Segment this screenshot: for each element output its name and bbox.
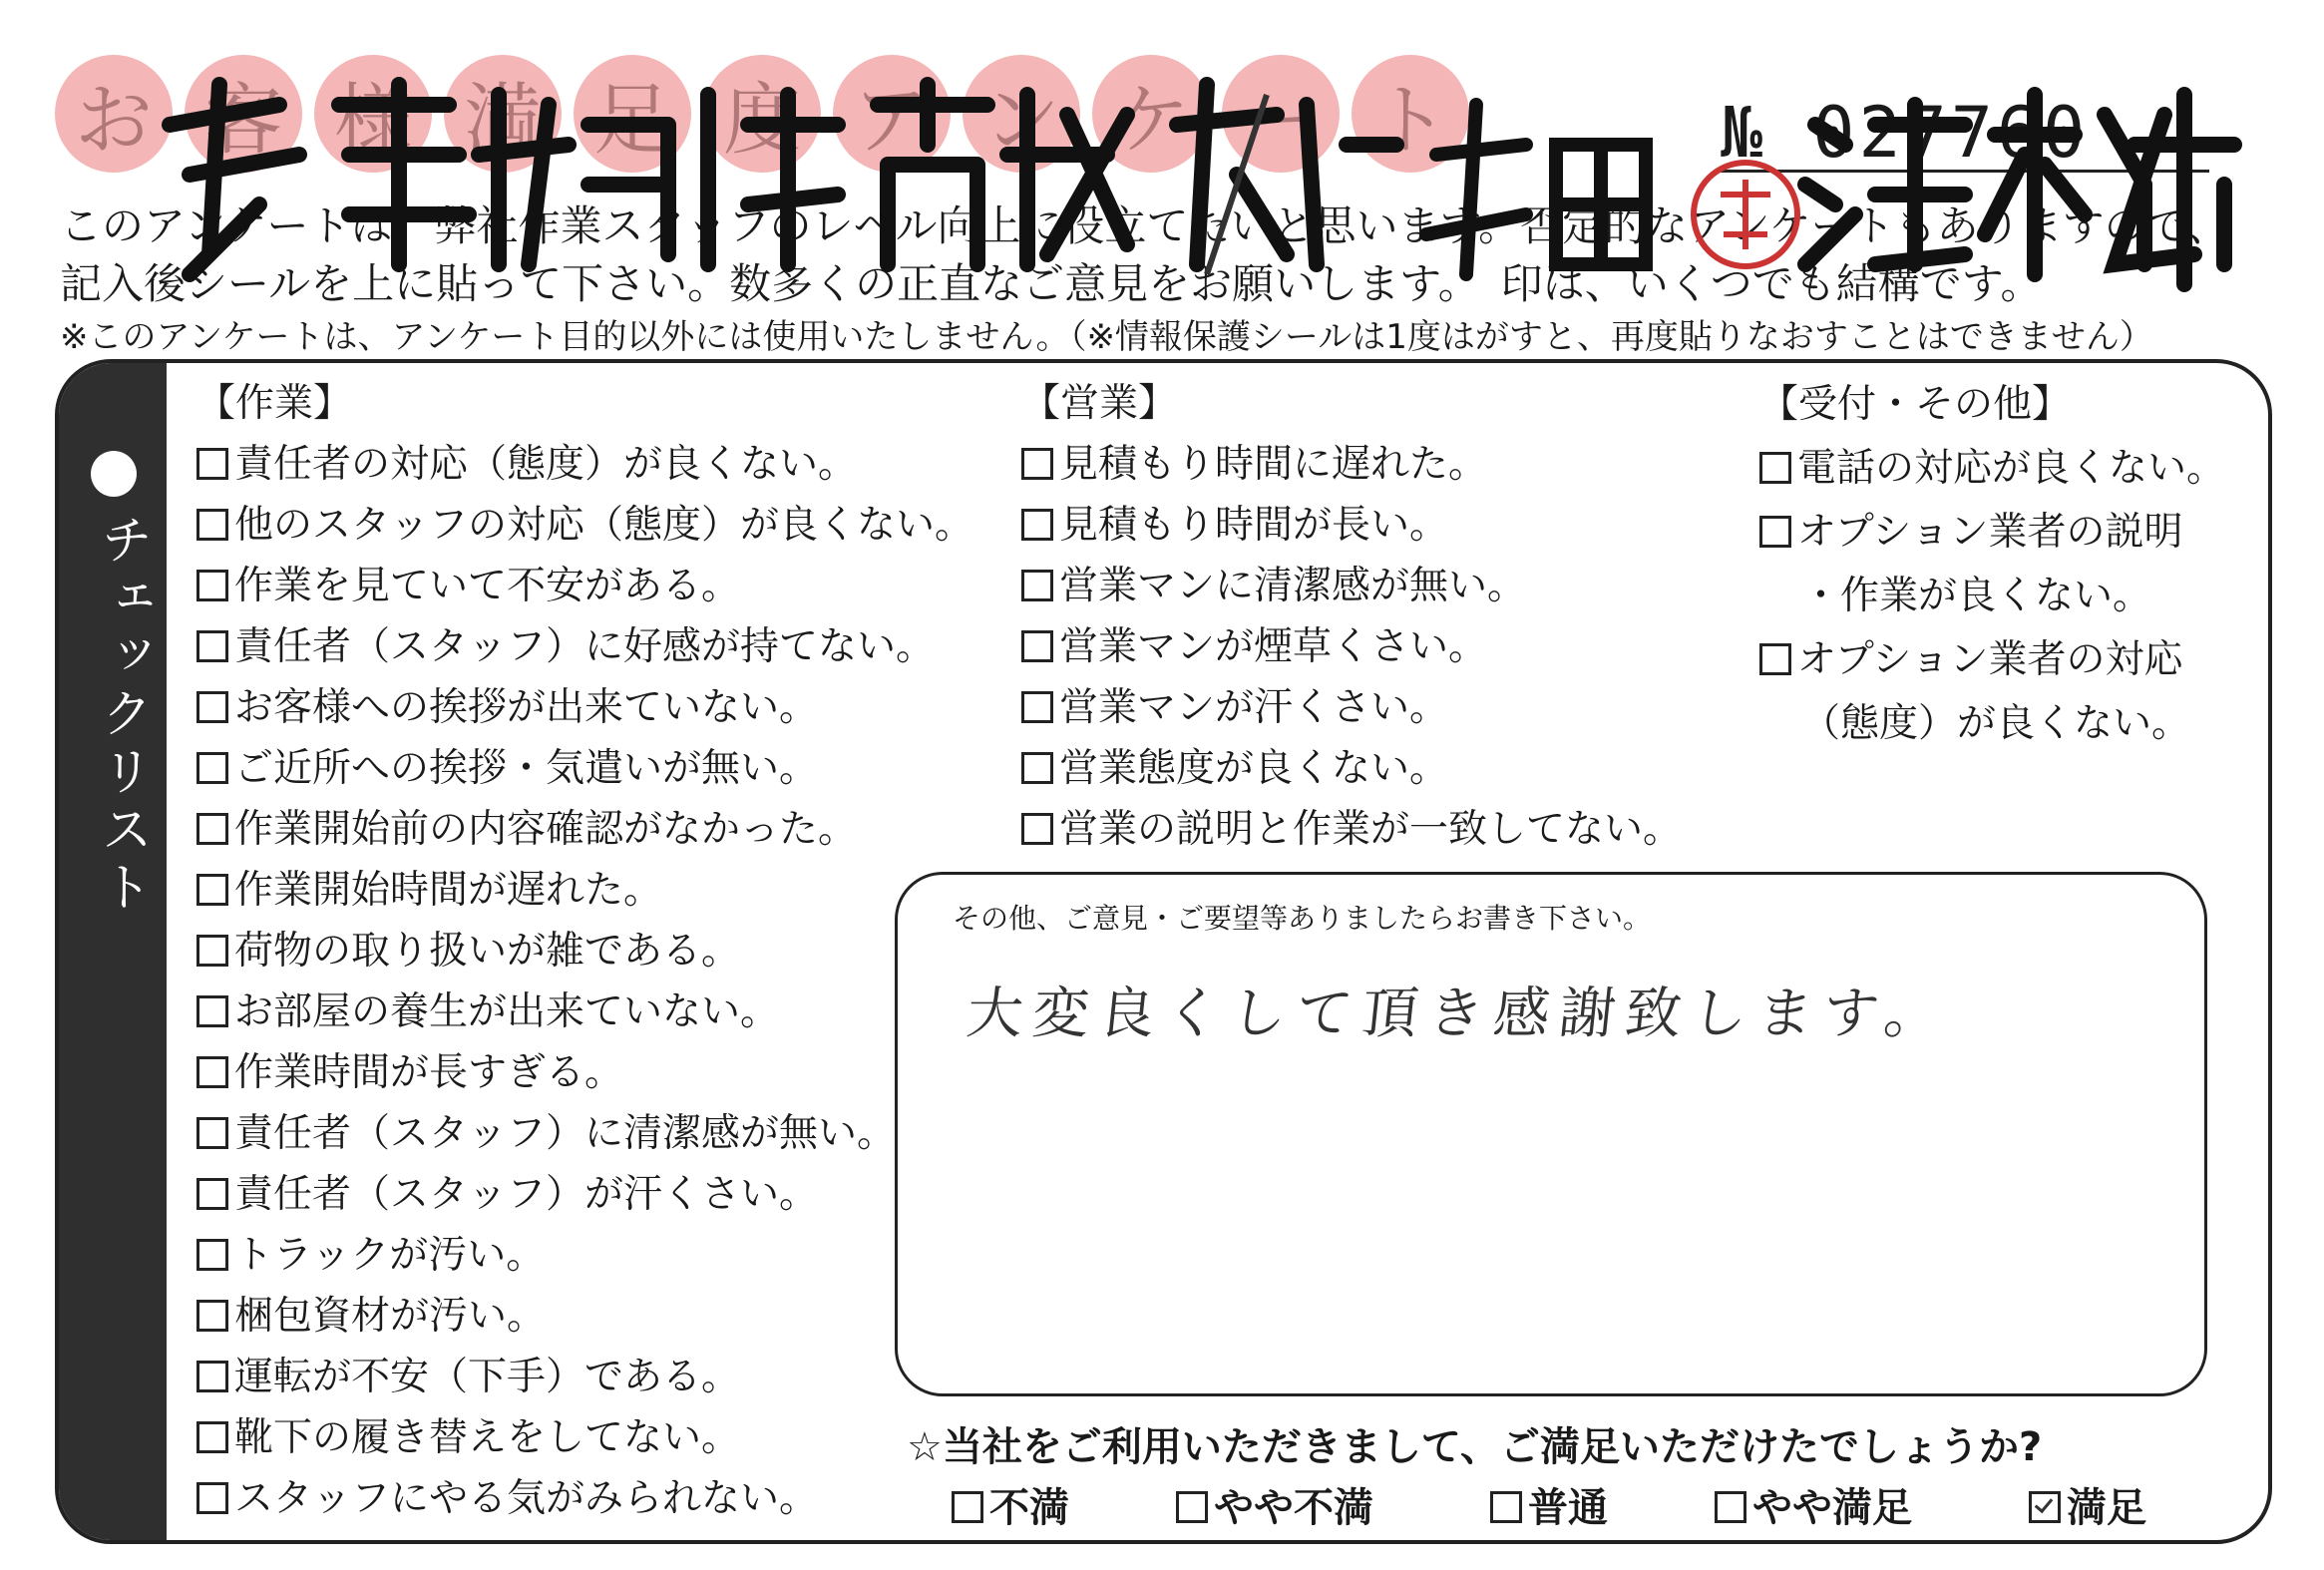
title-char: 客 [185, 55, 302, 173]
work-item-label: 責任者の対応（態度）が良くない。 [234, 442, 858, 487]
checkbox[interactable] [1021, 448, 1053, 480]
reception-item-continuation: （態度）が良くない。 [1801, 701, 2191, 746]
comment-handwritten-text: 大変良くして頂き感謝致します。 [964, 981, 1954, 1046]
checkbox[interactable] [1021, 813, 1053, 845]
work-item-label: 責任者（スタッフ）に清潔感が無い。 [234, 1111, 897, 1156]
work-item-label: 作業時間が長すぎる。 [234, 1050, 624, 1095]
checkbox[interactable] [196, 1239, 228, 1271]
sales-item-label: 見積もり時間に遅れた。 [1059, 442, 1488, 487]
work-item[interactable] [196, 434, 973, 495]
rating-option[interactable] [1715, 1476, 1912, 1533]
checkbox[interactable] [1759, 516, 1791, 548]
reception-item-label: オプション業者の対応 [1797, 637, 2183, 682]
reception-heading: 【受付・その他】 [1759, 382, 2072, 427]
reception-item-continuation: ・作業が良くない。 [1801, 574, 2152, 618]
checkbox[interactable] [196, 874, 228, 906]
sales-item-label: 営業の説明と作業が一致してない。 [1059, 807, 1683, 852]
sales-section [1021, 373, 1682, 860]
sales-item[interactable] [1021, 738, 1682, 799]
sales-item-label: 見積もり時間が長い。 [1059, 503, 1449, 548]
work-item[interactable] [196, 1225, 973, 1286]
checkbox[interactable] [1715, 1491, 1746, 1523]
reception-item[interactable] [1759, 628, 2225, 692]
work-item[interactable] [196, 1407, 973, 1468]
privacy-notice: ※このアンケートは、アンケート目的以外には使用いたしません。（※情報保護シールは1度はがすと、再度貼りなおすことはできません） [60, 317, 2153, 357]
work-item-label: 靴下の履き替えをしてない。 [234, 1415, 741, 1460]
rating-option[interactable] [1176, 1476, 1373, 1533]
checkbox[interactable] [196, 1178, 228, 1210]
checkbox[interactable] [196, 1056, 228, 1088]
checkbox[interactable] [1021, 509, 1053, 541]
rating-label: やや不満 [1214, 1485, 1373, 1531]
checkbox[interactable] [196, 752, 228, 784]
sales-item[interactable] [1021, 616, 1682, 677]
checkbox[interactable] [196, 1300, 228, 1332]
checkbox[interactable] [1021, 752, 1053, 784]
checkbox[interactable] [196, 570, 228, 601]
checkbox[interactable] [196, 813, 228, 845]
checkbox[interactable] [196, 1117, 228, 1149]
title-char: 満 [444, 55, 562, 173]
reception-item[interactable] [1759, 501, 2225, 565]
rating-option[interactable] [952, 1476, 1069, 1533]
work-item[interactable] [196, 1468, 973, 1529]
work-item-label: 運転が不安（下手）である。 [234, 1355, 741, 1399]
work-item-label: トラックが汚い。 [234, 1233, 546, 1278]
checkbox[interactable] [196, 1421, 228, 1453]
work-item-label: スタッフにやる気がみられない。 [234, 1476, 819, 1521]
work-item-label: 他のスタッフの対応（態度）が良くない。 [234, 503, 974, 548]
reception-item-label: オプション業者の説明 [1797, 510, 2183, 555]
work-item[interactable] [196, 738, 973, 799]
title-char: ケ [1092, 55, 1210, 173]
rating-option-selected[interactable] [2029, 1476, 2146, 1533]
sales-item[interactable] [1021, 434, 1682, 495]
title-char: ト [1352, 55, 1469, 173]
work-item-label: 作業開始前の内容確認がなかった。 [234, 807, 858, 852]
title-char: ン [963, 55, 1080, 173]
sidebar-label: チェックリスト [92, 513, 152, 918]
sales-item[interactable] [1021, 677, 1682, 738]
work-item-label: 責任者（スタッフ）に好感が持てない。 [234, 624, 936, 669]
comment-label: その他、ご意見・ご要望等ありましたらお書き下さい。 [953, 902, 1652, 935]
reception-item-label: 電話の対応が良くない。 [1797, 446, 2226, 491]
checkbox-checked[interactable] [2029, 1491, 2061, 1523]
sales-item[interactable] [1021, 495, 1682, 556]
work-item-label: お部屋の養生が出来ていない。 [234, 989, 780, 1034]
work-item[interactable] [196, 799, 973, 860]
work-item[interactable] [196, 1286, 973, 1347]
checkbox[interactable] [1021, 691, 1053, 723]
sidebar-dot [91, 451, 137, 497]
checklist-panel [55, 359, 2272, 1544]
survey-title [55, 55, 1651, 175]
work-item-label: ご近所への挨拶・気遣いが無い。 [234, 746, 819, 791]
checkbox[interactable] [196, 995, 228, 1027]
work-item[interactable] [196, 677, 973, 738]
work-item[interactable] [196, 1164, 973, 1225]
comment-box[interactable] [895, 872, 2207, 1396]
checkbox[interactable] [196, 1482, 228, 1514]
work-item-label: お客様への挨拶が出来ていない。 [234, 685, 819, 730]
rating-option[interactable] [1490, 1476, 1608, 1533]
title-char: 度 [703, 55, 821, 173]
sales-item[interactable] [1021, 799, 1682, 860]
checkbox[interactable] [196, 1361, 228, 1392]
intro-text [60, 197, 2229, 313]
sales-item-label: 営業態度が良くない。 [1059, 746, 1449, 791]
work-item-label: 作業を見ていて不安がある。 [234, 564, 741, 608]
reception-section [1759, 373, 2225, 756]
sales-item[interactable] [1021, 556, 1682, 616]
work-heading: 【作業】 [196, 381, 353, 426]
work-item-label: 責任者（スタッフ）が汗くさい。 [234, 1172, 819, 1217]
work-item[interactable] [196, 495, 973, 556]
title-char: お [55, 55, 173, 173]
reception-item[interactable] [1759, 437, 2225, 501]
rating-label: 不満 [989, 1485, 1069, 1531]
title-char: 様 [314, 55, 432, 173]
title-char: ー [1222, 55, 1340, 173]
intro-line-1: このアンケートは、弊社作業スタッフのレベル向上に役立てたいと思います。否定的なアンケートもありますので、 [60, 201, 2229, 250]
serial-number: № 027760 [1721, 92, 2209, 173]
work-item-label: 梱包資材が汚い。 [234, 1294, 547, 1339]
rating-label: 普通 [1528, 1485, 1608, 1531]
sales-item-label: 営業マンに清潔感が無い。 [1059, 564, 1527, 608]
checkbox[interactable] [1176, 1491, 1208, 1523]
checkbox[interactable] [196, 630, 228, 662]
rating-label: 満足 [2067, 1485, 2146, 1531]
checkbox[interactable] [952, 1491, 983, 1523]
work-item[interactable] [196, 921, 973, 981]
checkbox[interactable] [1490, 1491, 1522, 1523]
checkbox[interactable] [196, 509, 228, 541]
work-item[interactable] [196, 1347, 973, 1407]
work-item-label: 作業開始時間が遅れた。 [234, 868, 663, 913]
sales-item-label: 営業マンが煙草くさい。 [1059, 624, 1488, 669]
title-char: ア [833, 55, 951, 173]
checklist-sidebar [59, 363, 167, 1540]
sales-heading: 【営業】 [1021, 381, 1178, 426]
work-section [196, 373, 973, 1529]
checkbox[interactable] [196, 448, 228, 480]
checkbox[interactable] [1759, 452, 1791, 484]
checkbox[interactable] [196, 691, 228, 723]
checkbox[interactable] [196, 935, 228, 967]
work-item[interactable] [196, 981, 973, 1042]
work-item[interactable] [196, 1042, 973, 1103]
work-item[interactable] [196, 616, 973, 677]
satisfaction-question: ☆当社をご利用いただきまして、ご満足いただけたでしょうか? [907, 1424, 2043, 1470]
intro-line-2: 記入後シールを上に貼って下さい。数多くの正直なご意見をお願いします。 印は、いくつでも結構です。 [60, 259, 2043, 308]
work-item[interactable] [196, 1103, 973, 1164]
rating-label: やや満足 [1752, 1485, 1912, 1531]
sales-item-label: 営業マンが汗くさい。 [1059, 685, 1449, 730]
checkbox[interactable] [1021, 570, 1053, 601]
checkbox[interactable] [1759, 643, 1791, 675]
work-item-label: 荷物の取り扱いが雑である。 [234, 929, 741, 974]
work-item[interactable] [196, 860, 973, 921]
work-item[interactable] [196, 556, 973, 616]
checkbox[interactable] [1021, 630, 1053, 662]
title-char: 足 [574, 55, 691, 173]
